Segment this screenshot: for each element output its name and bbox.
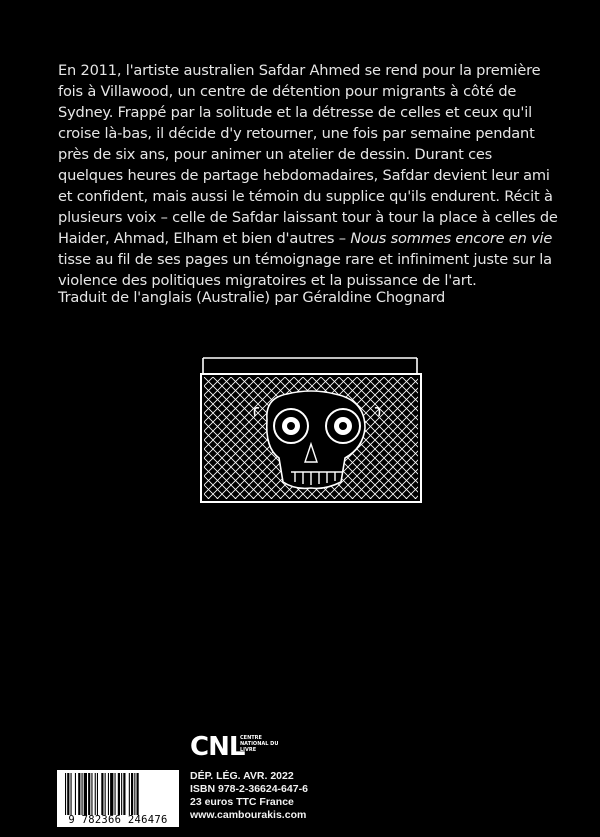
barcode-bar [134,773,135,815]
back-cover-blurb [58,60,558,291]
barcode-bar [67,773,69,815]
isbn-text: ISBN 978-2-36624-647-6 [190,783,308,795]
barcode-bar [78,773,80,815]
barcode-bar [105,773,106,815]
price-text: 23 euros TTC France [190,796,294,808]
barcode-bar [88,773,90,815]
barcode-bar [123,773,125,815]
book-title-italic: Nous sommes encore en vie [350,230,553,247]
barcode-bar [65,773,66,815]
skull-behind-fence-illustration [195,350,427,508]
blurb-text-part1: En 2011, l'artiste australien Safdar Ahmed se rend pour la première fois à Villawood, un centre de détention pour migrants à côté de Sydney. Frappé par la solitude et la détresse de celles et ceux qu'il croise là-bas, il décide d'y retourner, une fois par semaine pendant près de six ans, pour animer un atelier de dessin. Durant ces quelques heures de partage hebdomadaires, Safdar devient leur ami et confident, mais aussi le témoin du supplice qu'ils endurent. Récit à plusieurs voix – celle de Safdar laissant tour à tour la place à celles de Haider, Ahmad, Elham et bien d'autres – [58,62,558,247]
barcode-bar [121,773,122,815]
barcode-bar [97,773,98,815]
barcode-bar [118,773,120,815]
barcode-bar [101,773,103,815]
barcode-bar [108,773,109,815]
barcode-bar [131,773,133,815]
barcode-bar [75,773,76,815]
barcode-bar [82,773,83,815]
cnl-logo-subtitle: CENTRE NATIONAL DU LIVRE [240,735,279,753]
publisher-website: www.cambourakis.com [190,809,307,821]
barcode-bar [91,773,92,815]
barcode-number: 9 782366 246476 [68,814,168,826]
cnl-logo-letters: CNL [190,732,245,762]
barcode-bar [129,773,130,815]
barcode-bar [71,773,72,815]
barcode-bar [115,773,116,815]
legal-deposit: DÉP. LÉG. AVR. 2022 [190,770,294,782]
legal-info-block [190,770,410,822]
translator-credit: Traduit de l'anglais (Australie) par Géraldine Chognard [58,289,446,306]
barcode-bar [110,773,113,815]
blurb-paragraph [58,60,558,291]
barcode-bar [95,773,96,815]
barcode-bar [84,773,87,815]
barcode-bar [137,773,139,815]
blurb-text-part2: tisse au fil de ses pages un témoignage rare et infiniment juste sur la violence des politiques migratoires et la puissance de l'art. [58,251,552,289]
isbn-barcode [57,770,179,827]
barcode-bars [57,773,179,817]
cnl-logo [190,732,279,762]
